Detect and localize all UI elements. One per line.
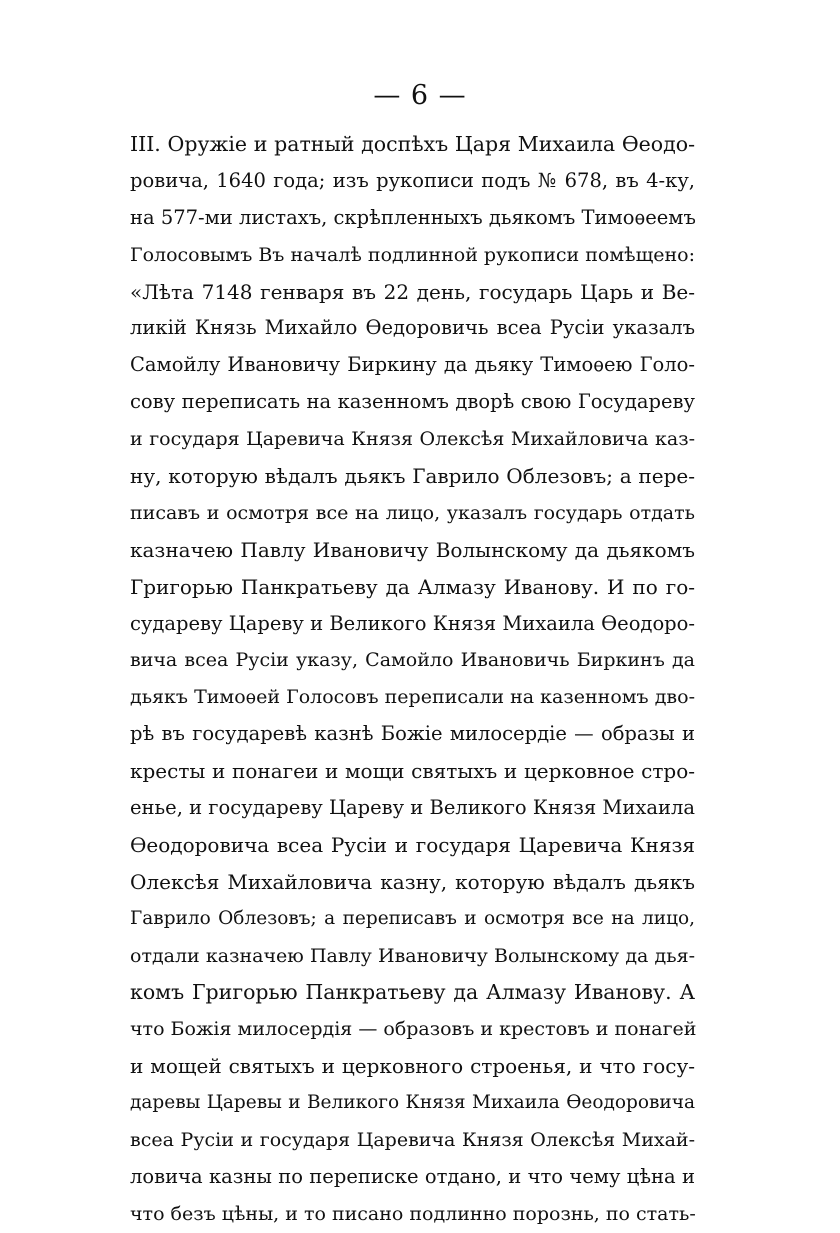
text-line: енье, и государеву Цареву и Великого Князя Михаила (130, 796, 695, 820)
text-line: вича всеа Русіи указу, Самойло Ивановичь Биркинъ да (130, 649, 695, 672)
body-text (130, 126, 695, 1233)
text-line: ровича, 1640 года; изъ рукописи подъ № 678, въ 4-ку, (130, 168, 695, 192)
text-line: кресты и понагеи и мощи святыхъ и церковное стро- (130, 759, 695, 784)
text-line: на 577-ми листахъ, скрѣпленныхъ дьякомъ Тимоѳеемъ (130, 205, 696, 229)
text-line: и государя Царевича Князя Олексѣя Михайловича каз- (130, 428, 695, 451)
text-line: Ѳеодоровича всеа Русіи и государя Царевича Князя (130, 832, 695, 857)
text-line: дьякъ Тимоѳей Голосовъ переписали на казенномъ дво- (130, 686, 695, 709)
text-line: Голосовымъ Въ началѣ подлинной рукописи помѣщено: (130, 243, 695, 266)
text-line: ловича казны по переписке отдано, и что чему цѣна и (130, 1164, 695, 1188)
text-line: Олексѣя Михайловича казну, которую вѣдалъ дьякъ (130, 869, 695, 894)
text-line: Гаврило Облезовъ; а переписавъ и осмотря все на лицо, (130, 907, 695, 929)
text-line: что безъ цѣны, и то писано подлинно порознь, по стать- (130, 1202, 696, 1225)
page-number: — 6 — (373, 80, 467, 111)
text-line: ну, которую вѣдалъ дьякъ Гаврило Облезовъ; а пере- (130, 464, 695, 489)
text-line: отдали казначею Павлу Ивановичу Волынскому да дья- (130, 944, 695, 967)
text-line: всеа Русіи и государя Царевича Князя Олексѣя Михай- (130, 1129, 695, 1152)
text-line: комъ Григорью Панкратьеву да Алмазу Иванову. А (130, 980, 695, 1005)
text-line: ликій Князь Михайло Ѳедоровичь всеа Русіи указалъ (130, 316, 695, 340)
text-line: казначею Павлу Ивановичу Волынскому да дьякомъ (130, 537, 695, 562)
text-line: даревы Царевы и Великого Князя Михаила Ѳеодоровича (130, 1092, 695, 1114)
text-line: писавъ и осмотря все на лицо, указалъ государь отдать (130, 501, 695, 524)
text-line: Самойлу Ивановичу Биркину да дьяку Тимоѳею Голо- (130, 353, 695, 377)
text-line: и мощей святыхъ и церковного строенья, и что госу- (130, 1054, 695, 1079)
text-line: III. Оружіе и ратный доспѣхъ Царя Михаила Ѳеодо- (130, 132, 695, 156)
text-line: что Божія милосердія — образовъ и крестовъ и понагей (130, 1018, 697, 1041)
text-line: судареву Цареву и Великого Князя Михаила Ѳеодоро- (130, 611, 695, 635)
text-line: «Лѣта 7148 генваря въ 22 день, государь Царь и Ве- (130, 279, 695, 304)
text-line: Григорью Панкратьеву да Алмазу Иванову. И по го- (130, 574, 695, 599)
text-line: сову переписать на казенномъ дворѣ свою Государеву (130, 390, 695, 414)
text-line: рѣ въ государевѣ казнѣ Божіе милосердіе — образы и (130, 722, 695, 746)
